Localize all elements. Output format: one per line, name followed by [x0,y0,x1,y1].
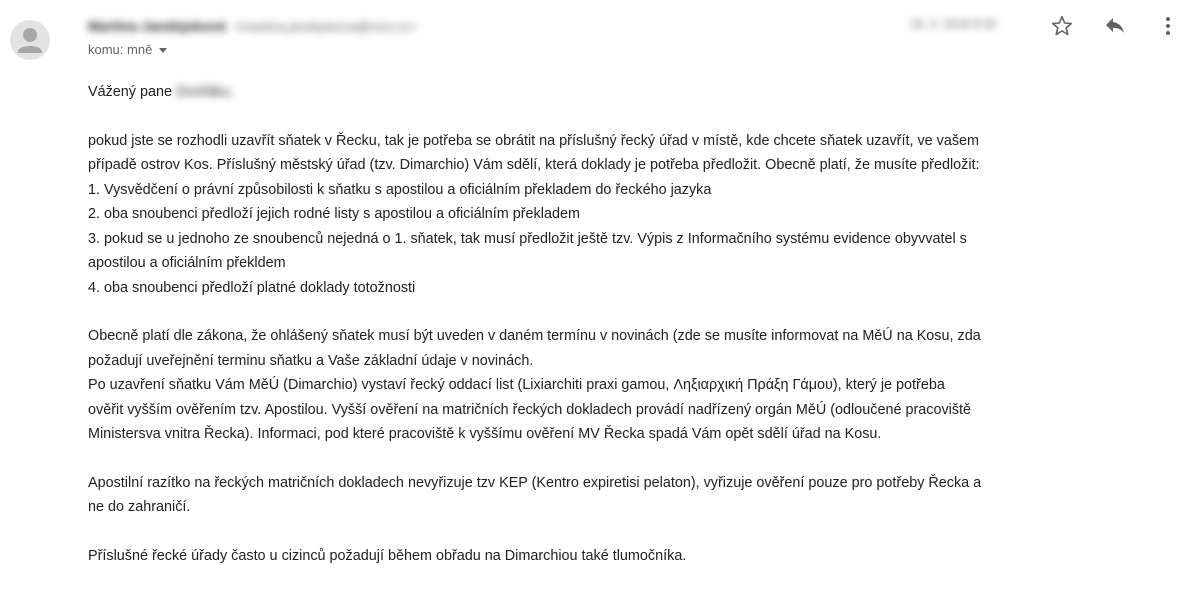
recipients-label: komu: mně [88,42,153,57]
paragraph-line: ověřit vyšším ověřením tzv. Apostilou. Vyšší ověření na matričních řeckých dokladech provádí nadřízený orgán MěÚ (odloučené pracoviště [88,401,972,418]
paragraph-line: případě ostrov Kos. Příslušný městský úřad (tzv. Dimarchio) Vám sdělí, která doklady je potřeba předložit. Obecně platí, že musíte předložit: [88,157,980,173]
list-item: 2. oba snoubenci předloží jejich rodné listy s apostilou a oficiálním překladem [88,206,580,222]
message-body [88,80,1188,568]
paragraph-line: Obecně platí dle zákona, že ohlášený sňatek musí být uveden v daném termínu v novinách (zde se musíte informovat na MěÚ na Kosu, zda [88,328,981,344]
reply-button[interactable] [1100,11,1130,41]
greeting [88,80,1188,105]
more-options-button[interactable] [1153,11,1183,41]
list-item: 1. Vysvědčení o právní způsobilosti k sňatku s apostilou a oficiálním překladem do řeckého jazyka [88,181,712,198]
paragraph-line: požadují uveřejnění terminu sňatku a Vaše základní údaje v novinách. [88,352,534,369]
paragraph-line: Ministersva vnitra Řecka). Informaci, pod které pracoviště k vyššímu ověření MV Řecka spadá Vám opět sdělí úřad na Kosu. [88,426,882,442]
message-date: 18. 4. 2018 8:32 [910,17,997,31]
more-vertical-icon [1156,14,1180,38]
paragraph-line: Apostilní razítko na řeckých matričních dokladech nevyřizuje tzv KEP (Kentro expiretisi pelaton), vyřizuje ověření pouze pro potřeby Řecka a [88,474,982,491]
paragraph-line: Příslušné řecké úřady často u cizinců požadují během obřadu na Dimarchiou také tlumočníka. [88,547,687,564]
star-button[interactable] [1047,11,1077,41]
paragraph-line: Po uzavření sňatku Vám MěÚ (Dimarchio) vystaví řecký oddací list (Lixiarchiti praxi gamou, Ληξιαρχική Πράξη Γάμου), který je potřeba [88,377,945,393]
person-avatar-icon[interactable] [10,20,50,60]
caret-down-icon[interactable] [159,48,167,53]
list-item-continuation: apostilou a oficiálním překldem [88,255,286,271]
list-item: 4. oba snoubenci předloží platné doklady totožnosti [88,279,416,296]
list-item: 3. pokud se u jednoho ze snoubenců nejedná o 1. sňatek, tak musí předložit ještě tzv. Výpis z Informačního systému evidence obyvvatel s [88,230,967,247]
paragraph-line: pokud jste se rozhodli uzavřít sňatek v Řecku, tak je potřeba se obrátit na příslušný řecký úřad v místě, kde chcete sňatek uzavřít, ve vašem [88,132,980,149]
greeting-name: Dvořáku, [176,84,234,100]
reply-icon [1103,14,1127,38]
sender-row [88,15,417,37]
paragraph-line: ne do zahraničí. [88,499,191,515]
greeting-text: Vážený pane [88,84,173,100]
sender-email: <martina.jandejskova@mzv.cz> [233,18,418,34]
sender-name[interactable]: Martina Jandejsková [88,18,226,34]
recipients-toggle[interactable] [88,42,167,57]
star-icon [1050,14,1074,38]
